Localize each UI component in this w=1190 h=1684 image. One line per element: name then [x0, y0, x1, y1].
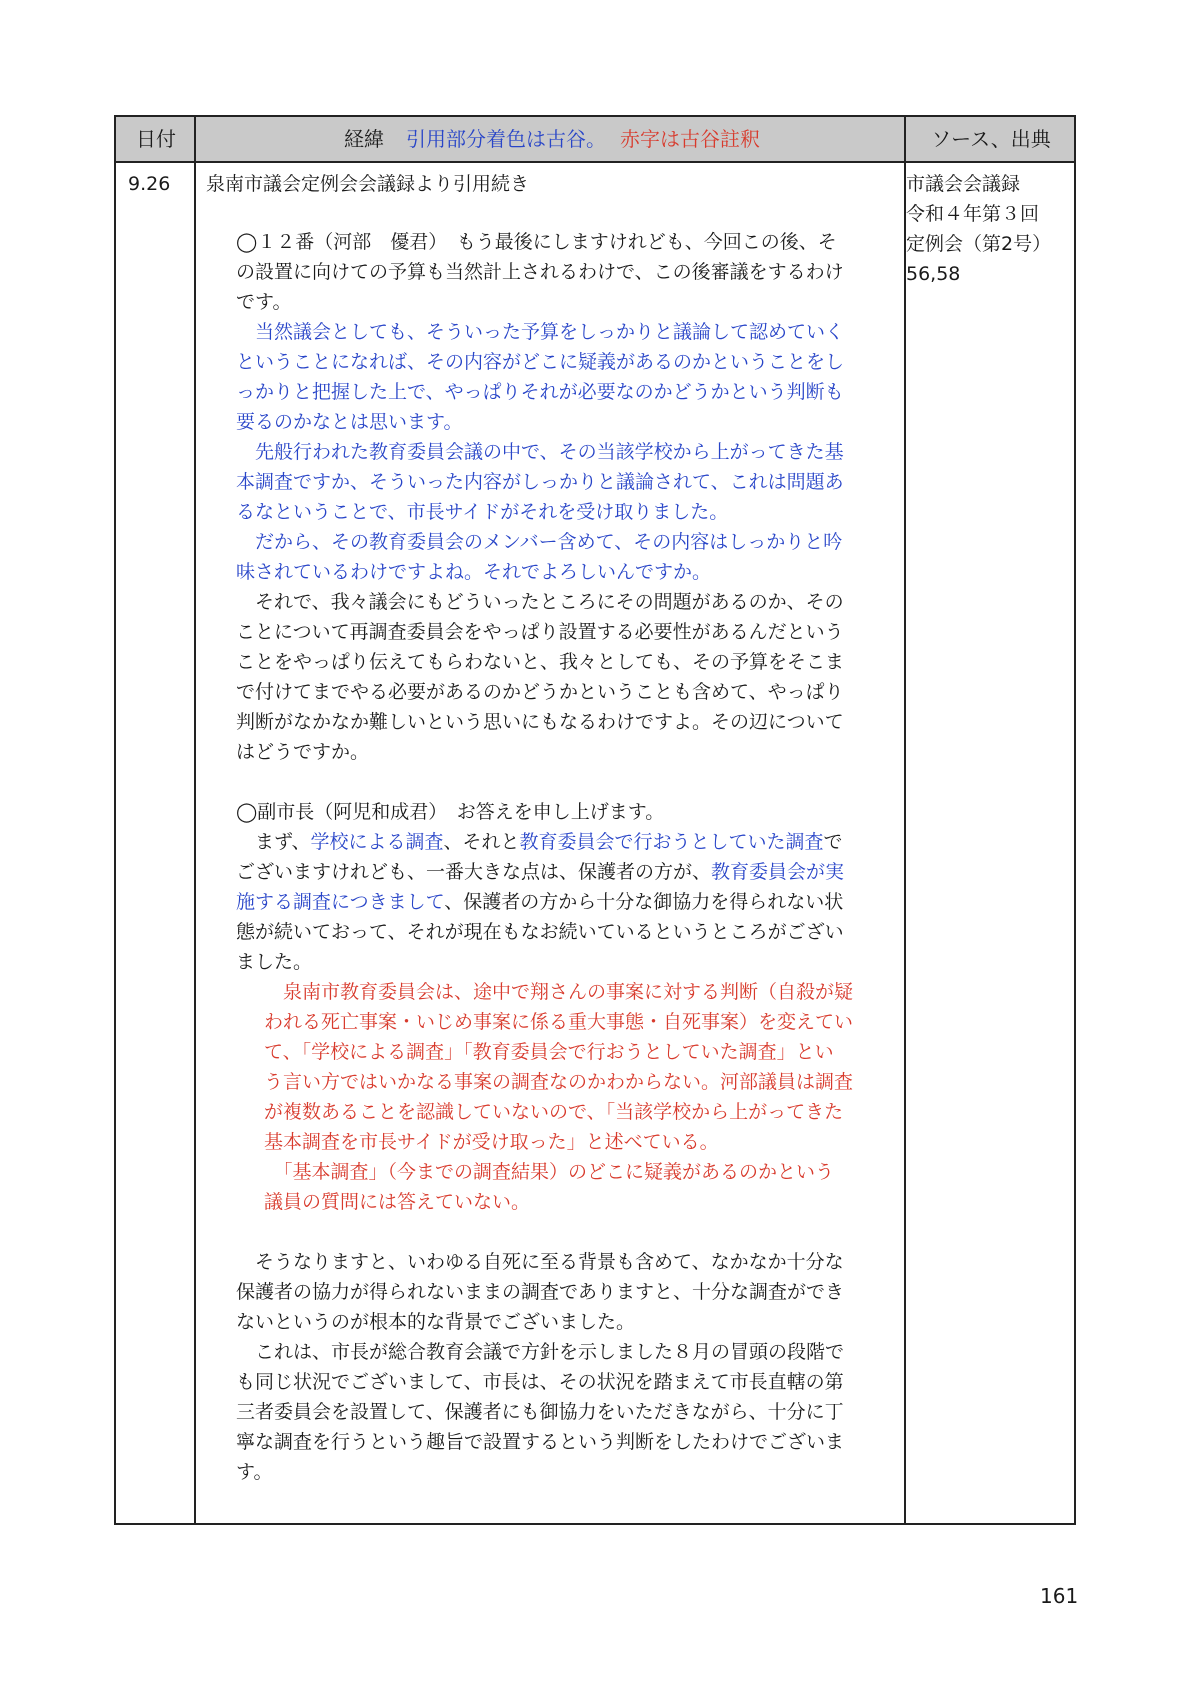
annotation-text: われる死亡事案・いじめ事案に係る重大事態・自死事案）を変えてい: [264, 1011, 854, 1033]
transcript-line: [236, 1397, 871, 1427]
quote-text: そうなりますと、いわゆる自死に至る背景も含めて、なかなか十分な: [236, 1251, 844, 1273]
annotation-text: が複数あることを認識していないので、「当該学校から上がってきた: [264, 1101, 844, 1123]
transcript-line: [236, 1277, 871, 1307]
highlighted-quote: だから、その教育委員会のメンバー含めて、その内容はしっかりと吟: [236, 531, 843, 553]
row-date: 9.26: [128, 173, 171, 195]
transcript-line: [236, 1247, 871, 1277]
highlighted-quote: るなということで、市長サイドがそれを受け取りました。: [236, 501, 729, 523]
source-line: 56,58: [906, 263, 961, 285]
column-divider: [904, 117, 906, 1523]
quote-text: 寧な調査を行うという趣旨で設置するという判断をしたわけでございま: [236, 1431, 845, 1453]
transcript-line: [236, 1307, 871, 1337]
annotation-text: う言い方ではいかなる事案の調査なのかわからない。河部議員は調査: [264, 1071, 854, 1093]
highlighted-quote: っかりと把握した上で、やっぱりそれが必要なのかどうかという判断も: [236, 381, 844, 403]
annotation-text: 議員の質問には答えていない。: [264, 1191, 531, 1213]
quote-text: ことについて再調査委員会をやっぱり設置する必要性があるんだという: [236, 621, 844, 643]
quote-text: ございますけれども、一番大きな点は、保護者の方が、: [236, 861, 712, 883]
header-source: ソース、出典: [931, 127, 1051, 151]
quote-text: 保護者の協力が得られないままの調査でありますと、十分な調査ができ: [236, 1281, 845, 1303]
transcript-line: [236, 467, 871, 497]
header-note-blue: 引用部分着色は古谷。: [406, 127, 606, 151]
transcript-line: [236, 1157, 871, 1187]
quote-text: す。: [236, 1461, 273, 1483]
transcript-line: [236, 497, 871, 527]
transcript-line: [236, 677, 871, 707]
quote-text: 判断がなかなか難しいという思いにもなるわけですよ。その辺について: [236, 711, 844, 733]
quote-text: 、それと: [443, 831, 520, 853]
annotation-text: 基本調査を市長サイドが受け取った」と述べている。: [264, 1131, 719, 1153]
transcript-line: [236, 317, 871, 347]
transcript-line: [236, 947, 871, 977]
quote-text: の設置に向けての予算も当然計上されるわけで、この後審議をするわけ: [236, 261, 844, 283]
quote-text: ◯１２番（河部 優君） もう最後にしますけれども、今回この後、そ: [236, 231, 837, 253]
quote-text: で付けてまでやる必要があるのかどうかということも含めて、やっぱり: [236, 681, 844, 703]
annotation-text: 泉南市教育委員会は、途中で翔さんの事案に対する判断（自殺が疑: [264, 981, 854, 1003]
header-date: 日付: [136, 127, 176, 151]
transcript-line: [236, 857, 871, 887]
header-note-red: 赤字は古谷註釈: [620, 127, 760, 151]
transcript-line: [236, 1127, 871, 1157]
transcript-line: [236, 977, 871, 1007]
transcript-line: [236, 1097, 871, 1127]
transcript-line: [236, 287, 871, 317]
transcript-line: [236, 707, 871, 737]
quote-text: も同じ状況でございまして、市長は、その状況を踏まえて市長直轄の第: [236, 1371, 844, 1393]
quote-text: 態が続いておって、それが現在もなお続いているというところがござい: [236, 921, 844, 943]
highlighted-quote: 味されているわけですよね。それでよろしいんですか。: [236, 561, 712, 583]
source-line: 令和４年第３回: [906, 203, 1040, 225]
transcript-line: [236, 797, 871, 827]
quote-text: はどうですか。: [236, 741, 370, 763]
source-line: 定例会（第2号）: [906, 233, 1052, 255]
quote-text: で: [823, 831, 843, 853]
row-transcript: [236, 227, 871, 1487]
transcript-line: [236, 917, 871, 947]
column-divider: [194, 117, 196, 1523]
transcript-line: [236, 587, 871, 617]
highlighted-quote: 要るのかなとは思います。: [236, 411, 463, 433]
transcript-line: [236, 827, 871, 857]
transcript-line: [236, 1067, 871, 1097]
page-number: 161: [1040, 1584, 1079, 1608]
transcript-line: [236, 347, 871, 377]
highlighted-quote: 本調査ですか、そういった内容がしっかりと議論されて、これは問題あ: [236, 471, 844, 493]
quote-text: 三者委員会を設置して、保護者にも御協力をいただきながら、十分に丁: [236, 1401, 844, 1423]
transcript-line: [236, 737, 871, 767]
quote-text: ないというのが根本的な背景でございました。: [236, 1311, 636, 1333]
transcript-line: [236, 527, 871, 557]
quote-text: これは、市長が総合教育会議で方針を示しました８月の冒頭の段階で: [236, 1341, 845, 1363]
transcript-line: [236, 257, 871, 287]
header-content-title: 経緯: [344, 127, 384, 151]
paragraph-gap: [236, 767, 871, 797]
highlighted-quote: 先般行われた教育委員会議の中で、その当該学校から上がってきた基: [236, 441, 844, 463]
source-line: 市議会会議録: [906, 173, 1021, 195]
highlighted-quote: 教育委員会で行おうとしていた調査: [519, 831, 824, 853]
transcript-line: [236, 1367, 871, 1397]
transcript-line: [236, 1037, 871, 1067]
quote-text: ◯副市長（阿児和成君） お答えを申し上げます。: [236, 801, 665, 823]
transcript-line: [236, 377, 871, 407]
annotation-text: 「基本調査」（今までの調査結果）のどこに疑義があるのかという: [264, 1161, 835, 1183]
quote-text: まず、: [236, 831, 311, 853]
quote-text: それで、我々議会にもどういったところにその問題があるのか、その: [236, 591, 844, 613]
paragraph-gap: [236, 1217, 871, 1247]
transcript-line: [236, 1187, 871, 1217]
transcript-line: [236, 647, 871, 677]
transcript-line: [236, 617, 871, 647]
record-table: [114, 115, 1076, 1525]
header-content: [198, 117, 906, 161]
annotation-text: て、「学校による調査」「教育委員会で行おうとしていた調査」とい: [264, 1041, 834, 1063]
highlighted-quote: 当然議会としても、そういった予算をしっかりと議論して認めていく: [236, 321, 845, 343]
table-header: [116, 117, 1074, 163]
transcript-line: [236, 1457, 871, 1487]
highlighted-quote: 施する調査につきまして: [236, 891, 445, 913]
quote-text: 、保護者の方から十分な御協力を得られない状: [444, 891, 844, 913]
transcript-line: [236, 887, 871, 917]
highlighted-quote: ということになれば、その内容がどこに疑義があるのかということをし: [236, 351, 845, 373]
row-intro: 泉南市議会定例会会議録より引用続き: [206, 173, 530, 195]
transcript-line: [236, 227, 871, 257]
row-source: [906, 169, 1051, 289]
quote-text: ことをやっぱり伝えてもらわないと、我々としても、その予算をそこま: [236, 651, 845, 673]
transcript-line: [236, 1427, 871, 1457]
highlighted-quote: 教育委員会が実: [711, 861, 845, 883]
transcript-line: [236, 407, 871, 437]
transcript-line: [236, 1337, 871, 1367]
transcript-line: [236, 557, 871, 587]
transcript-line: [236, 1007, 871, 1037]
highlighted-quote: 学校による調査: [310, 831, 444, 853]
quote-text: です。: [236, 291, 292, 313]
transcript-line: [236, 437, 871, 467]
quote-text: ました。: [236, 951, 313, 973]
